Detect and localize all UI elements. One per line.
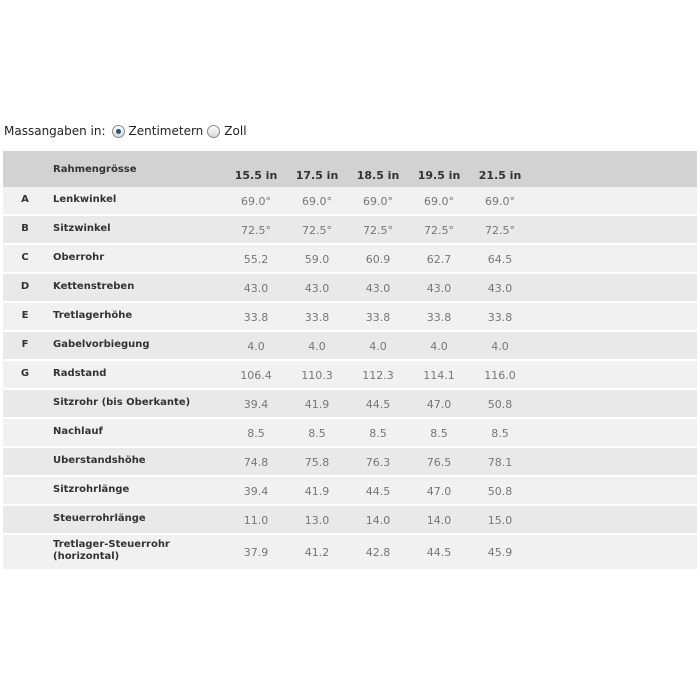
value-cell: 13.0 <box>304 514 330 527</box>
row-key-letter: B <box>21 223 29 234</box>
unit-option-label: Zentimetern <box>128 124 204 138</box>
value-cell: 75.8 <box>304 456 330 469</box>
size-column-header: 19.5 in <box>417 169 461 182</box>
row-label: Radstand <box>53 368 107 379</box>
units-label: Massangaben in: <box>4 124 106 138</box>
table-row <box>3 477 697 506</box>
value-cell: 43.0 <box>243 282 269 295</box>
value-cell: 72.5° <box>302 224 332 237</box>
size-column-header: 21.5 in <box>478 169 522 182</box>
value-cell: 43.0 <box>487 282 513 295</box>
value-cell: 60.9 <box>365 253 391 266</box>
value-cell: 78.1 <box>487 456 513 469</box>
value-cell: 72.5° <box>363 224 393 237</box>
radio-button-selected[interactable] <box>112 125 125 138</box>
row-key-letter: D <box>20 281 30 292</box>
value-cell: 42.8 <box>365 546 391 559</box>
table-row <box>3 506 697 535</box>
size-column-header: 18.5 in <box>356 169 400 182</box>
unit-option-inches[interactable] <box>207 124 246 138</box>
value-cell: 47.0 <box>426 398 452 411</box>
row-label: Oberrohr <box>53 252 105 263</box>
value-cell: 74.8 <box>243 456 269 469</box>
value-cell: 14.0 <box>365 514 391 527</box>
value-cell: 41.2 <box>304 546 330 559</box>
size-column-header: 17.5 in <box>295 169 339 182</box>
value-cell: 43.0 <box>365 282 391 295</box>
row-label: Kettenstreben <box>53 281 135 292</box>
value-cell: 4.0 <box>369 340 387 353</box>
value-cell: 33.8 <box>304 311 330 324</box>
value-cell: 50.8 <box>487 398 513 411</box>
value-cell: 4.0 <box>308 340 326 353</box>
value-cell: 15.0 <box>487 514 513 527</box>
value-cell: 44.5 <box>365 398 391 411</box>
frame-size-header: Rahmengrösse <box>53 164 137 175</box>
unit-option-centimeters[interactable] <box>112 124 204 138</box>
unit-option-label: Zoll <box>224 124 247 138</box>
value-cell: 116.0 <box>484 369 516 382</box>
value-cell: 76.5 <box>426 456 452 469</box>
table-row <box>3 332 697 361</box>
row-label: Sitzwinkel <box>53 223 111 234</box>
size-column-header: 15.5 in <box>234 169 278 182</box>
value-cell: 112.3 <box>362 369 394 382</box>
table-row <box>3 216 697 245</box>
geometry-table <box>3 151 697 571</box>
value-cell: 11.0 <box>243 514 269 527</box>
row-key-letter: A <box>21 194 29 205</box>
value-cell: 72.5° <box>424 224 454 237</box>
row-label: Tretlager-Steuerrohr (horizontal) <box>53 539 170 562</box>
value-cell: 44.5 <box>426 546 452 559</box>
table-header <box>3 151 697 187</box>
row-label: Sitzrohrlänge <box>53 484 130 495</box>
row-key-letter: G <box>20 368 30 379</box>
value-cell: 69.0° <box>424 195 454 208</box>
value-cell: 8.5 <box>247 427 265 440</box>
table-row <box>3 535 697 571</box>
value-cell: 41.9 <box>304 485 330 498</box>
value-cell: 33.8 <box>426 311 452 324</box>
table-row <box>3 187 697 216</box>
value-cell: 8.5 <box>430 427 448 440</box>
row-label: Uberstandshöhe <box>53 455 146 466</box>
value-cell: 62.7 <box>426 253 452 266</box>
value-cell: 50.8 <box>487 485 513 498</box>
value-cell: 43.0 <box>304 282 330 295</box>
value-cell: 41.9 <box>304 398 330 411</box>
value-cell: 47.0 <box>426 485 452 498</box>
value-cell: 106.4 <box>240 369 272 382</box>
radio-button-unselected[interactable] <box>207 125 220 138</box>
value-cell: 4.0 <box>491 340 509 353</box>
value-cell: 43.0 <box>426 282 452 295</box>
table-row <box>3 245 697 274</box>
value-cell: 55.2 <box>243 253 269 266</box>
value-cell: 14.0 <box>426 514 452 527</box>
value-cell: 69.0° <box>363 195 393 208</box>
value-cell: 33.8 <box>487 311 513 324</box>
value-cell: 72.5° <box>485 224 515 237</box>
value-cell: 69.0° <box>302 195 332 208</box>
value-cell: 8.5 <box>369 427 387 440</box>
table-row <box>3 419 697 448</box>
value-cell: 64.5 <box>487 253 513 266</box>
table-row <box>3 303 697 332</box>
value-cell: 69.0° <box>485 195 515 208</box>
value-cell: 76.3 <box>365 456 391 469</box>
unit-selector <box>4 124 251 138</box>
value-cell: 8.5 <box>308 427 326 440</box>
value-cell: 37.9 <box>243 546 269 559</box>
value-cell: 72.5° <box>241 224 271 237</box>
value-cell: 39.4 <box>243 398 269 411</box>
table-row <box>3 361 697 390</box>
row-label: Nachlauf <box>53 426 103 437</box>
value-cell: 69.0° <box>241 195 271 208</box>
value-cell: 45.9 <box>487 546 513 559</box>
table-row <box>3 448 697 477</box>
value-cell: 39.4 <box>243 485 269 498</box>
row-key-letter: F <box>21 339 29 350</box>
value-cell: 114.1 <box>423 369 455 382</box>
value-cell: 4.0 <box>430 340 448 353</box>
row-label: Gabelvorbiegung <box>53 339 150 350</box>
table-row <box>3 390 697 419</box>
row-label: Sitzrohr (bis Oberkante) <box>53 397 191 408</box>
value-cell: 33.8 <box>243 311 269 324</box>
value-cell: 110.3 <box>301 369 333 382</box>
row-label: Lenkwinkel <box>53 194 117 205</box>
row-key-letter: E <box>21 310 29 321</box>
value-cell: 8.5 <box>491 427 509 440</box>
value-cell: 59.0 <box>304 253 330 266</box>
table-row <box>3 274 697 303</box>
row-label: Steuerrohrlänge <box>53 513 146 524</box>
value-cell: 4.0 <box>247 340 265 353</box>
table-body <box>3 187 697 571</box>
value-cell: 33.8 <box>365 311 391 324</box>
value-cell: 44.5 <box>365 485 391 498</box>
row-label: Tretlagerhöhe <box>53 310 133 321</box>
row-key-letter: C <box>21 252 29 263</box>
